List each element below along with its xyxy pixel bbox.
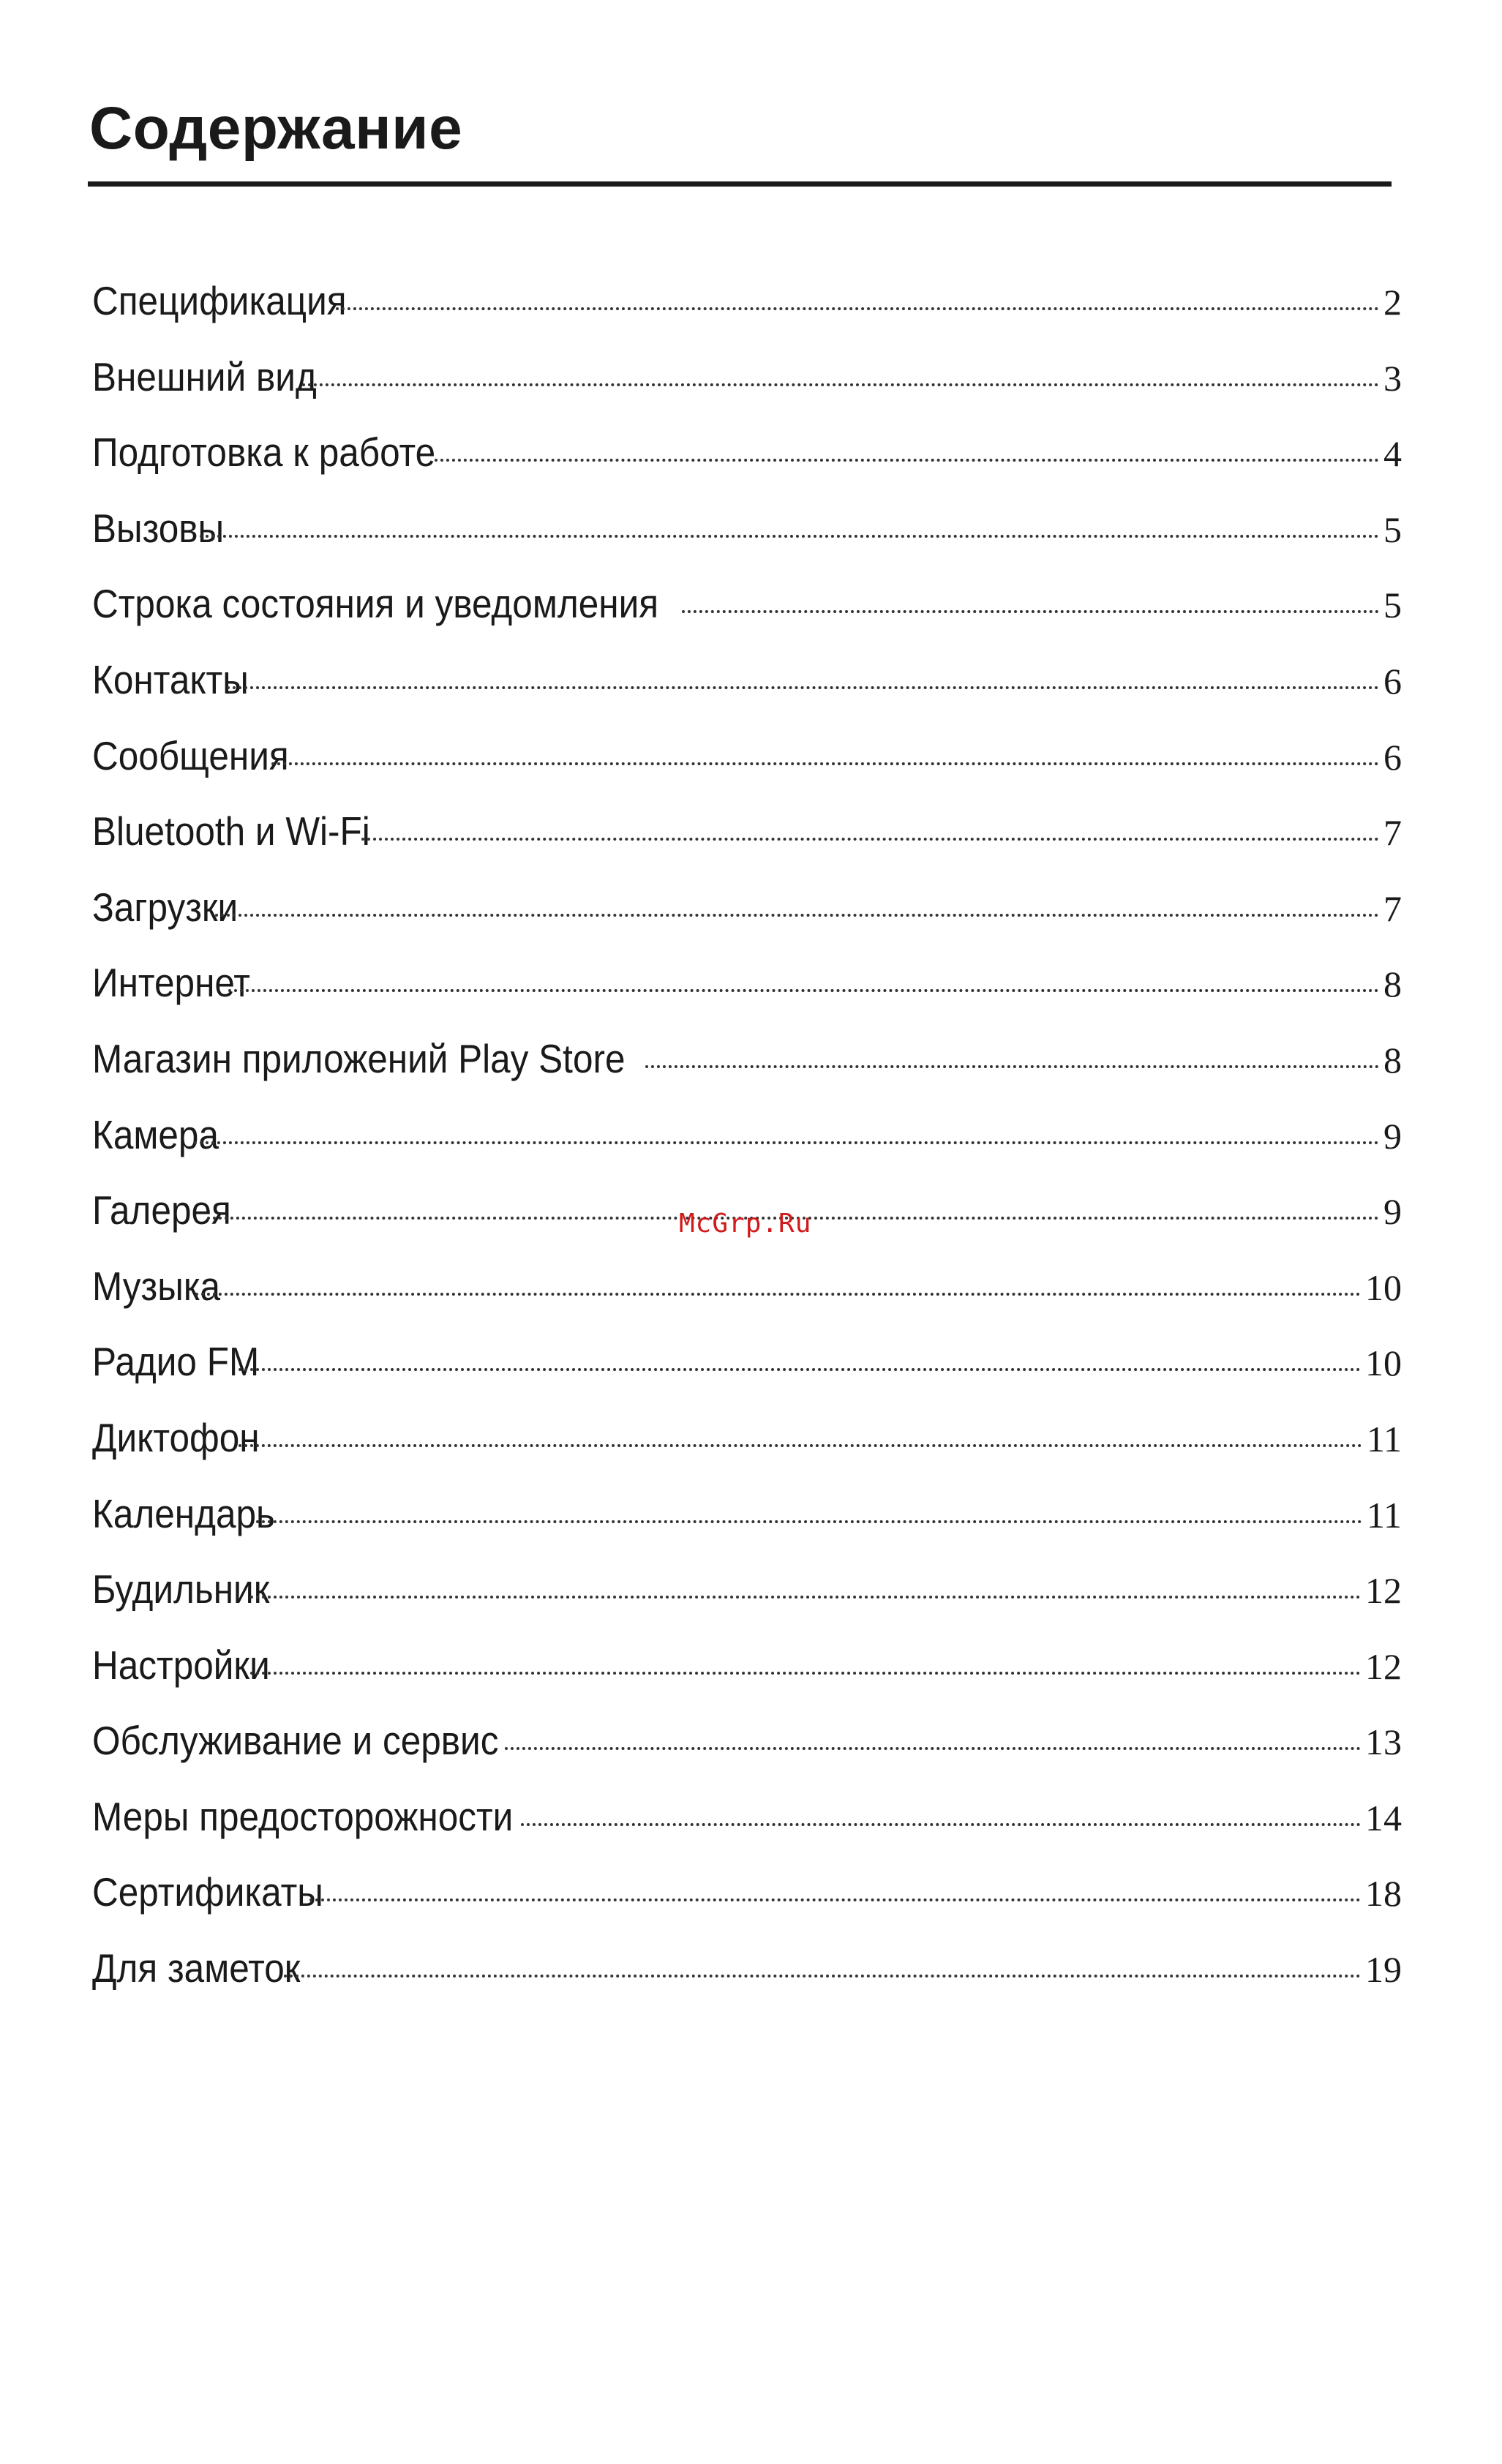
toc-entry-page-number: 2 [1383, 282, 1402, 323]
toc-dot-leader [239, 1368, 1361, 1371]
toc-entry-label: Внешний вид [92, 353, 317, 399]
toc-dot-leader [435, 459, 1379, 462]
toc-entry[interactable] [92, 491, 1402, 567]
toc-entry-page-number: 9 [1383, 1115, 1402, 1157]
toc-entry-label: Меры предосторожности [92, 1793, 514, 1839]
toc-entry[interactable] [92, 1476, 1402, 1552]
toc-entry-label: Камера [92, 1111, 219, 1157]
toc-dot-leader [284, 1975, 1361, 1977]
toc-entry[interactable] [92, 263, 1402, 339]
toc-entry-page-number: 5 [1383, 585, 1402, 626]
toc-entry-page-number: 19 [1365, 1949, 1402, 1991]
toc-entry[interactable] [92, 415, 1402, 491]
table-of-contents [92, 263, 1402, 2007]
toc-dot-leader [215, 914, 1379, 917]
toc-entry-page-number: 10 [1365, 1266, 1402, 1308]
toc-dot-leader [228, 989, 1379, 992]
toc-entry-label: Загрузки [92, 884, 239, 930]
toc-entry-label: Обслуживание и сервис [92, 1718, 499, 1764]
toc-dot-leader [309, 1898, 1361, 1901]
toc-entry-page-number: 12 [1365, 1570, 1402, 1612]
toc-entry-label: Сертификаты [92, 1869, 323, 1915]
title-underline [88, 181, 1392, 187]
toc-dot-leader [239, 1444, 1362, 1447]
toc-entry-page-number: 6 [1383, 660, 1402, 702]
toc-entry-page-number: 13 [1365, 1721, 1402, 1763]
toc-entry-page-number: 11 [1366, 1494, 1402, 1536]
toc-entry-page-number: 9 [1383, 1191, 1402, 1233]
toc-entry-page-number: 10 [1365, 1342, 1402, 1384]
watermark: McGrp.Ru [679, 1209, 812, 1239]
toc-entry-label: Для заметок [92, 1945, 301, 1991]
toc-entry-label: Вызовы [92, 505, 225, 551]
toc-entry[interactable] [92, 642, 1402, 718]
toc-entry[interactable] [92, 1552, 1402, 1628]
toc-dot-leader [682, 610, 1379, 613]
toc-entry[interactable] [92, 1628, 1402, 1704]
toc-dot-leader [336, 307, 1379, 310]
toc-entry[interactable] [92, 1931, 1402, 2007]
toc-dot-leader [361, 838, 1379, 841]
toc-dot-leader [271, 762, 1379, 765]
toc-entry-label: Подготовка к работе [92, 429, 436, 476]
toc-entry-label: Календарь [92, 1490, 275, 1536]
toc-entry-label: Сообщения [92, 732, 289, 778]
toc-entry-page-number: 4 [1383, 433, 1402, 475]
toc-entry[interactable] [92, 566, 1402, 642]
toc-entry[interactable] [92, 1855, 1402, 1931]
toc-dot-leader [256, 1520, 1362, 1523]
toc-entry-label: Будильник [92, 1566, 270, 1612]
toc-dot-leader [521, 1823, 1361, 1826]
toc-entry-page-number: 12 [1365, 1645, 1402, 1687]
toc-entry-page-number: 6 [1383, 736, 1402, 778]
toc-entry-label: Спецификация [92, 278, 347, 323]
toc-dot-leader [194, 1141, 1379, 1144]
toc-entry-page-number: 7 [1383, 812, 1402, 854]
toc-dot-leader [302, 383, 1379, 386]
toc-entry-page-number: 5 [1383, 508, 1402, 550]
toc-dot-leader [195, 1293, 1361, 1296]
toc-entry-label: Интернет [92, 960, 250, 1006]
toc-entry-label: Радио FM [92, 1339, 260, 1385]
toc-entry[interactable] [92, 718, 1402, 795]
toc-entry[interactable] [92, 1097, 1402, 1173]
toc-entry[interactable] [92, 870, 1402, 946]
toc-entry[interactable] [92, 1324, 1402, 1400]
toc-entry-page-number: 8 [1383, 964, 1402, 1005]
toc-entry-label: Контакты [92, 656, 249, 702]
toc-entry[interactable] [92, 1021, 1402, 1097]
toc-entry-label: Строка состояния и уведомления [92, 581, 659, 627]
toc-entry-label: Музыка [92, 1263, 221, 1309]
toc-entry-page-number: 18 [1365, 1873, 1402, 1915]
toc-entry-label: Магазин приложений Play Store [92, 1035, 626, 1081]
toc-entry-label: Галерея [92, 1187, 231, 1233]
toc-dot-leader [250, 1672, 1361, 1675]
page-title: Содержание [89, 95, 463, 162]
toc-dot-leader [200, 535, 1379, 538]
toc-entry-page-number: 8 [1383, 1039, 1402, 1081]
toc-entry-label: Bluetooth и Wi-Fi [92, 808, 370, 854]
toc-entry[interactable] [92, 1703, 1402, 1779]
toc-entry[interactable] [92, 1249, 1402, 1325]
toc-entry[interactable] [92, 339, 1402, 416]
toc-entry-page-number: 14 [1365, 1797, 1402, 1838]
toc-entry-label: Настройки [92, 1642, 270, 1688]
toc-dot-leader [227, 686, 1379, 689]
toc-dot-leader [505, 1747, 1361, 1750]
toc-entry[interactable] [92, 1400, 1402, 1476]
toc-entry-page-number: 7 [1383, 887, 1402, 929]
toc-entry[interactable] [92, 945, 1402, 1021]
toc-entry-page-number: 11 [1366, 1418, 1402, 1460]
toc-dot-leader [645, 1065, 1379, 1068]
toc-entry-label: Диктофон [92, 1414, 260, 1460]
toc-entry[interactable] [92, 1779, 1402, 1855]
toc-dot-leader [250, 1596, 1361, 1599]
toc-entry-page-number: 3 [1383, 357, 1402, 399]
toc-entry[interactable] [92, 794, 1402, 870]
